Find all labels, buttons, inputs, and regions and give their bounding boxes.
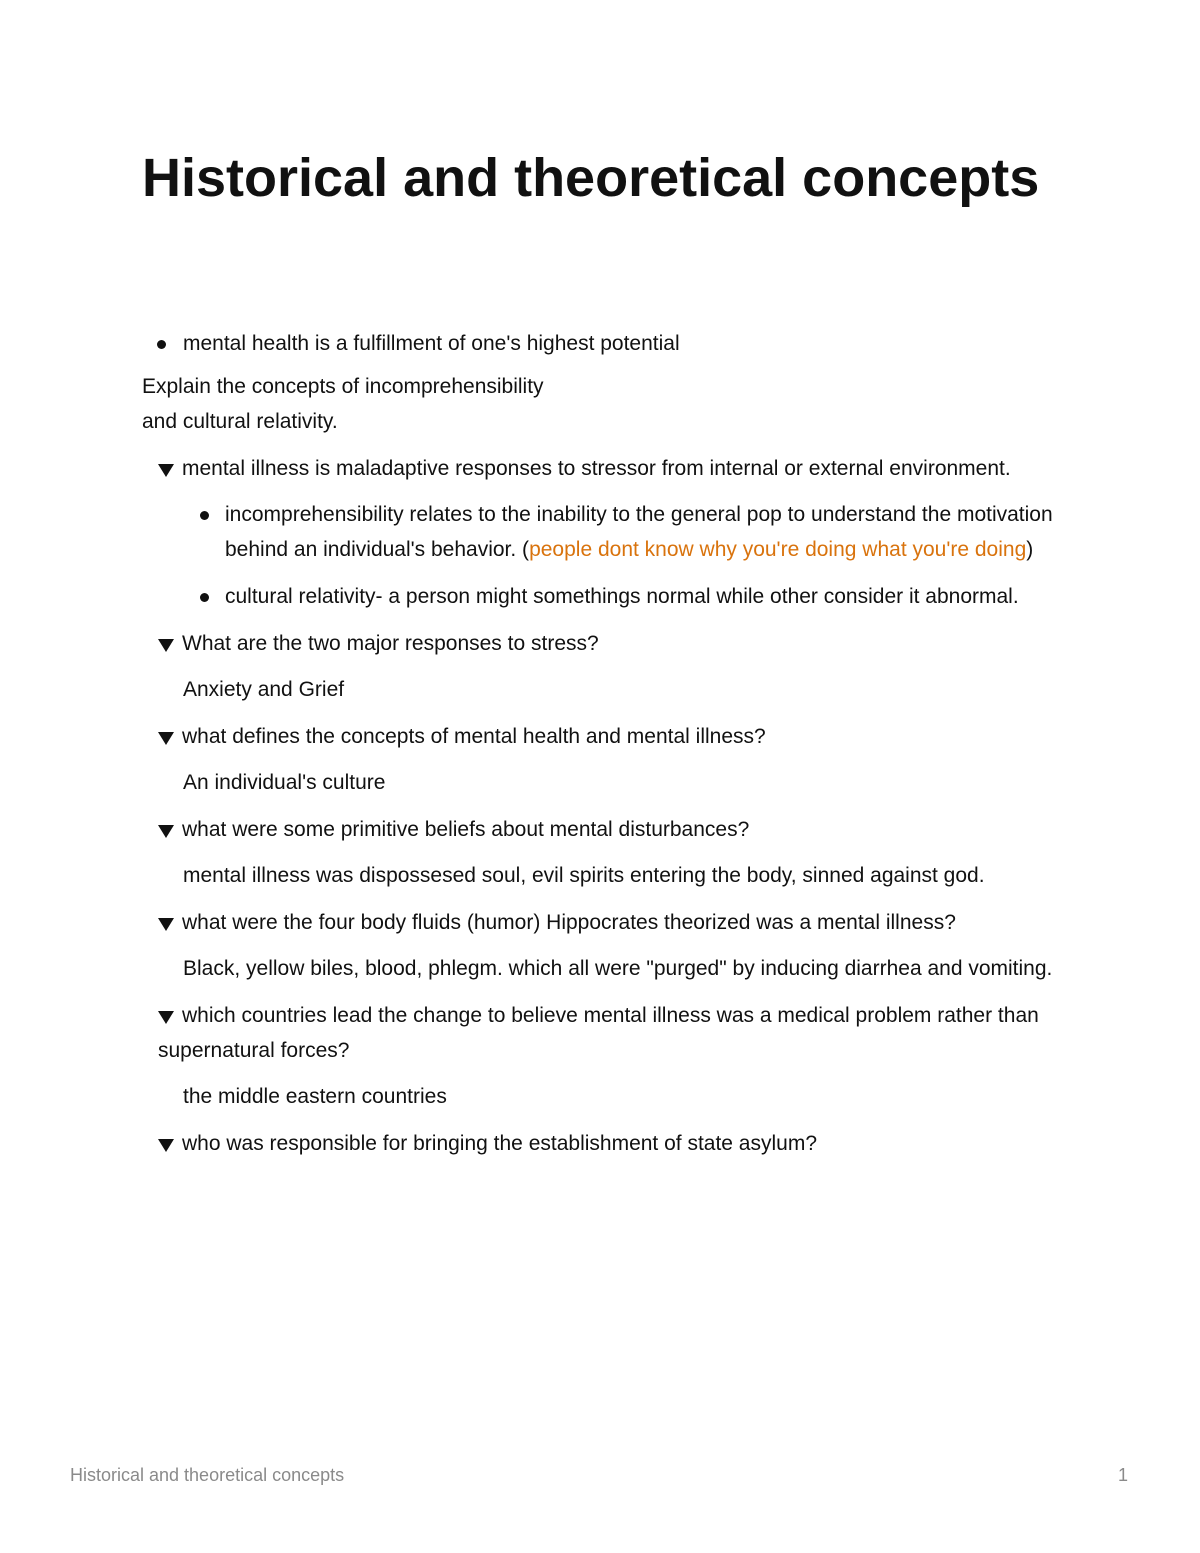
toggle-title: what defines the concepts of mental health and mental illness? xyxy=(182,725,766,748)
toggle-title: who was responsible for bringing the establishment of state asylum? xyxy=(182,1132,818,1155)
bullet-dot-icon xyxy=(200,511,209,520)
toggle-header[interactable] xyxy=(158,719,1072,754)
bullet-text: cultural relativity- a person might somethings normal while other consider it abnormal. xyxy=(225,585,1019,608)
toggle-body: mental illness was dispossesed soul, evil spirits entering the body, sinned against god. xyxy=(183,864,985,887)
bullet-text: incomprehensibility relates to the inability to the general pop to understand the motivation behind an individual's behavior. ( xyxy=(225,503,1053,561)
toggle-header[interactable] xyxy=(158,1126,1072,1161)
highlighted-text: people dont know why you're doing what you're doing xyxy=(529,538,1027,561)
bullet-dot-icon xyxy=(157,340,166,349)
toggle-body: Anxiety and Grief xyxy=(183,678,345,701)
toggle-block xyxy=(142,998,1072,1114)
toggle-title: what were the four body fluids (humor) Hippocrates theorized was a mental illness? xyxy=(182,911,956,934)
bullet-item xyxy=(183,579,1072,614)
toggle-block xyxy=(142,626,1072,707)
toggle-block xyxy=(142,812,1072,893)
toggle-title: what were some primitive beliefs about mental disturbances? xyxy=(182,818,750,841)
toggle-header[interactable] xyxy=(158,812,1072,847)
toggle-header[interactable] xyxy=(158,626,1072,661)
toggle-body: Black, yellow biles, blood, phlegm. which all were "purged" by inducing diarrhea and vomiting. xyxy=(183,957,1053,980)
page-title: Historical and theoretical concepts xyxy=(142,148,1040,208)
paragraph-line: Explain the concepts of incomprehensibility xyxy=(142,375,544,398)
page-number: 1 xyxy=(1117,1465,1128,1485)
triangle-down-icon[interactable] xyxy=(158,825,174,838)
triangle-down-icon[interactable] xyxy=(158,918,174,931)
triangle-down-icon[interactable] xyxy=(158,464,174,477)
bullet-dot-icon xyxy=(200,593,209,602)
triangle-down-icon[interactable] xyxy=(158,639,174,652)
toggle-title: mental illness is maladaptive responses to stressor from internal or external environment. xyxy=(182,457,1011,480)
toggle-header[interactable] xyxy=(158,451,1072,486)
bullet-text: ) xyxy=(1026,538,1034,561)
paragraph xyxy=(142,369,1072,439)
toggle-block xyxy=(142,451,1072,614)
toggle-title: What are the two major responses to stress? xyxy=(182,632,599,655)
page-content xyxy=(142,326,1072,1161)
toggle-header[interactable] xyxy=(158,998,1072,1068)
footer-title: Historical and theoretical concepts xyxy=(70,1465,345,1485)
bullet-text: mental health is a fulfillment of one's highest potential xyxy=(183,332,680,355)
paragraph-line: and cultural relativity. xyxy=(142,410,338,433)
toggle-body: the middle eastern countries xyxy=(183,1085,447,1108)
toggle-title: which countries lead the change to believe mental illness was a medical problem rather than supernatural forces? xyxy=(158,1004,1039,1062)
bullet-item xyxy=(183,497,1072,567)
toggle-header[interactable] xyxy=(158,905,1072,940)
toggle-body xyxy=(158,497,1072,614)
toggle-body: An individual's culture xyxy=(183,771,386,794)
toggle-block xyxy=(142,1126,1072,1161)
triangle-down-icon[interactable] xyxy=(158,1139,174,1152)
triangle-down-icon[interactable] xyxy=(158,1011,174,1024)
triangle-down-icon[interactable] xyxy=(158,732,174,745)
toggle-block xyxy=(142,905,1072,986)
toggle-block xyxy=(142,719,1072,800)
bullet-item xyxy=(142,326,1072,361)
